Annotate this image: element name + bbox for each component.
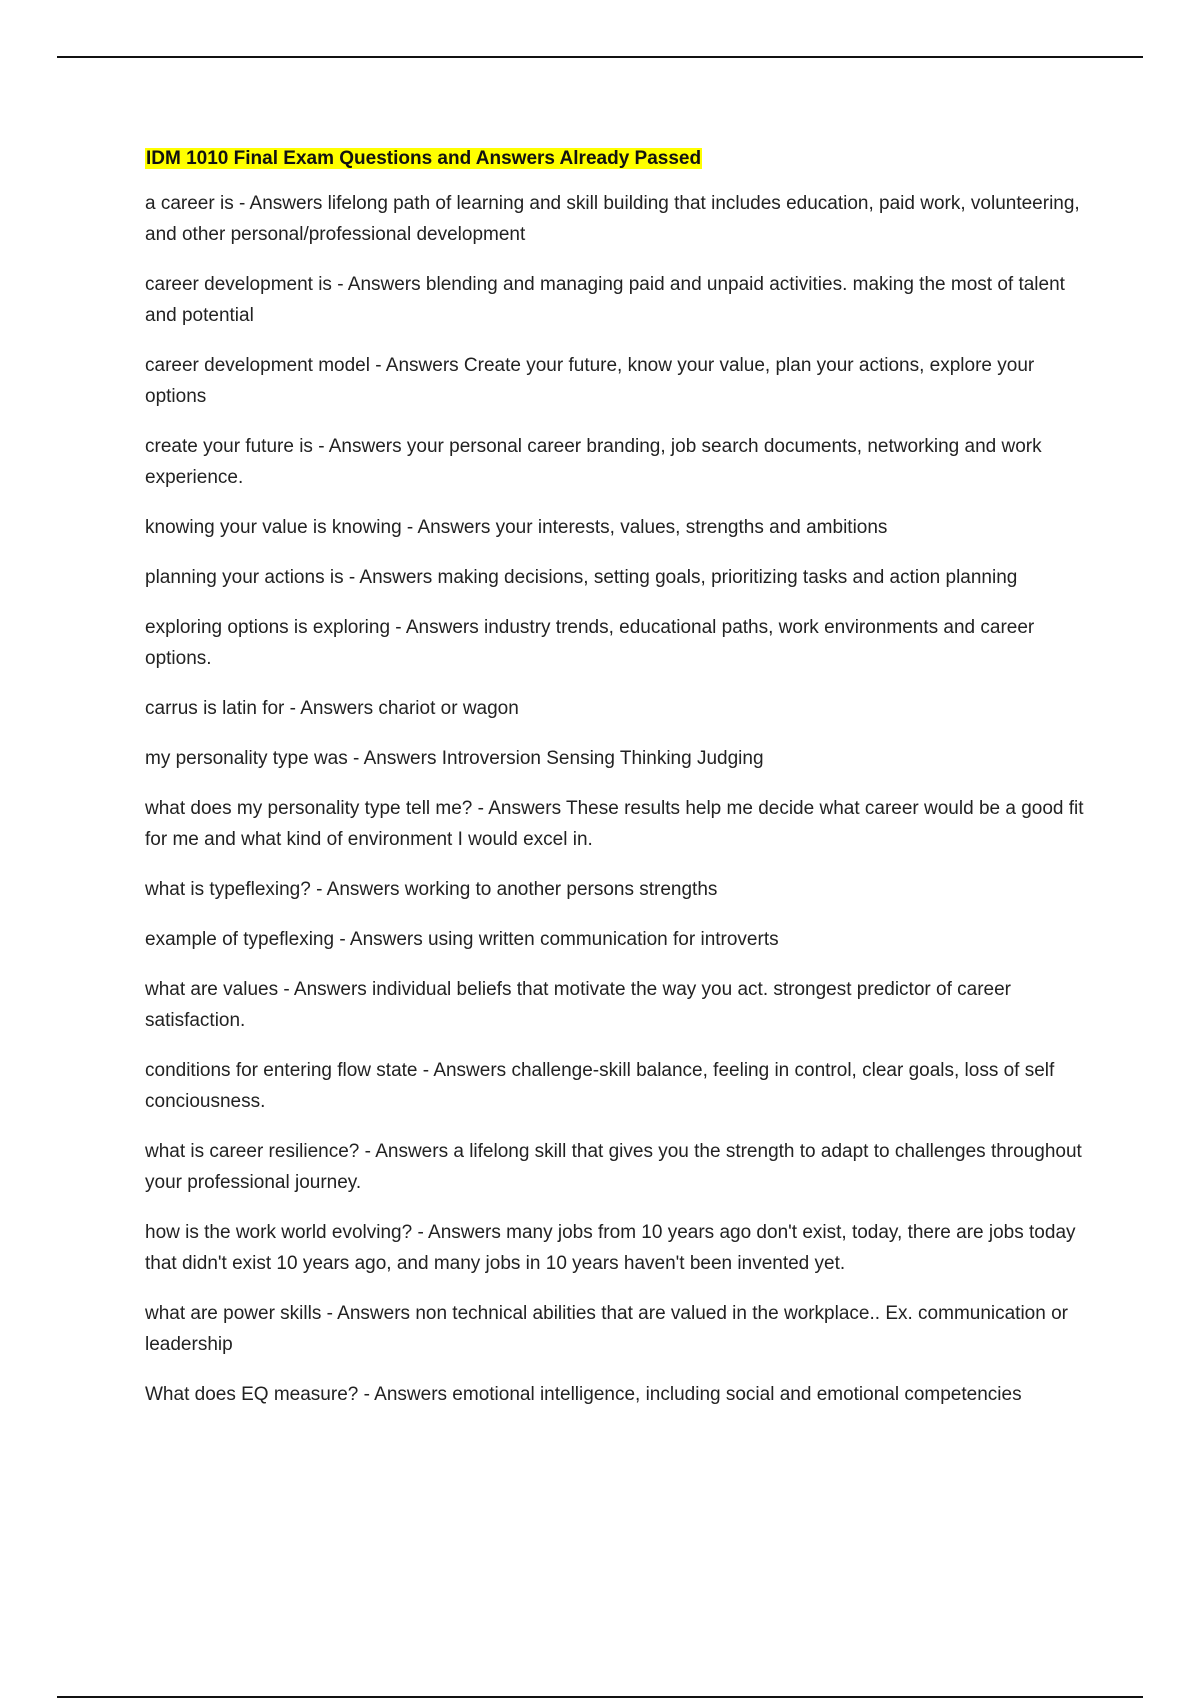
qa-entry: knowing your value is knowing - Answers your interests, values, strengths and ambitions: [145, 517, 888, 538]
document-body: [145, 146, 1085, 1429]
qa-entry: exploring options is exploring - Answers industry trends, educational paths, work environments and career options.: [145, 617, 1035, 669]
qa-entry: what does my personality type tell me? - Answers These results help me decide what career would be a good fit for me and what kind of environment I would excel in.: [145, 798, 1084, 850]
top-rule: [57, 56, 1143, 58]
qa-entry: create your future is - Answers your personal career branding, job search documents, networking and work experience.: [145, 436, 1042, 488]
qa-entry: what are values - Answers individual beliefs that motivate the way you act. strongest predictor of career satisfaction.: [145, 979, 1011, 1031]
qa-entry: career development model - Answers Create your future, know your value, plan your actions, explore your options: [145, 355, 1035, 407]
bottom-rule: [57, 1696, 1143, 1698]
qa-entry: carrus is latin for - Answers chariot or wagon: [145, 698, 519, 719]
qa-entry: career development is - Answers blending and managing paid and unpaid activities. making the most of talent and potential: [145, 274, 1065, 326]
qa-entry: conditions for entering flow state - Answers challenge-skill balance, feeling in control, clear goals, loss of self conciousness.: [145, 1060, 1055, 1112]
qa-entry: what are power skills - Answers non technical abilities that are valued in the workplace.. Ex. communication or leadership: [145, 1303, 1068, 1355]
document-title: IDM 1010 Final Exam Questions and Answers Already Passed: [146, 148, 702, 169]
qa-entry: what is career resilience? - Answers a lifelong skill that gives you the strength to adapt to challenges throughout your professional journey.: [145, 1141, 1082, 1193]
qa-entry: example of typeflexing - Answers using written communication for introverts: [145, 929, 779, 950]
qa-entry: planning your actions is - Answers making decisions, setting goals, prioritizing tasks and action planning: [145, 567, 1018, 588]
qa-entry: my personality type was - Answers Introversion Sensing Thinking Judging: [145, 748, 764, 769]
qa-entry: how is the work world evolving? - Answers many jobs from 10 years ago don't exist, today, there are jobs today that didn't exist 10 years ago, and many jobs in 10 years haven't been invented yet.: [145, 1222, 1076, 1274]
qa-entry: a career is - Answers lifelong path of learning and skill building that includes education, paid work, volunteering, and other personal/professional development: [145, 193, 1080, 245]
title-container: [145, 146, 1085, 172]
qa-entry: What does EQ measure? - Answers emotional intelligence, including social and emotional competencies: [145, 1384, 1022, 1405]
qa-entry: what is typeflexing? - Answers working to another persons strengths: [145, 879, 718, 900]
